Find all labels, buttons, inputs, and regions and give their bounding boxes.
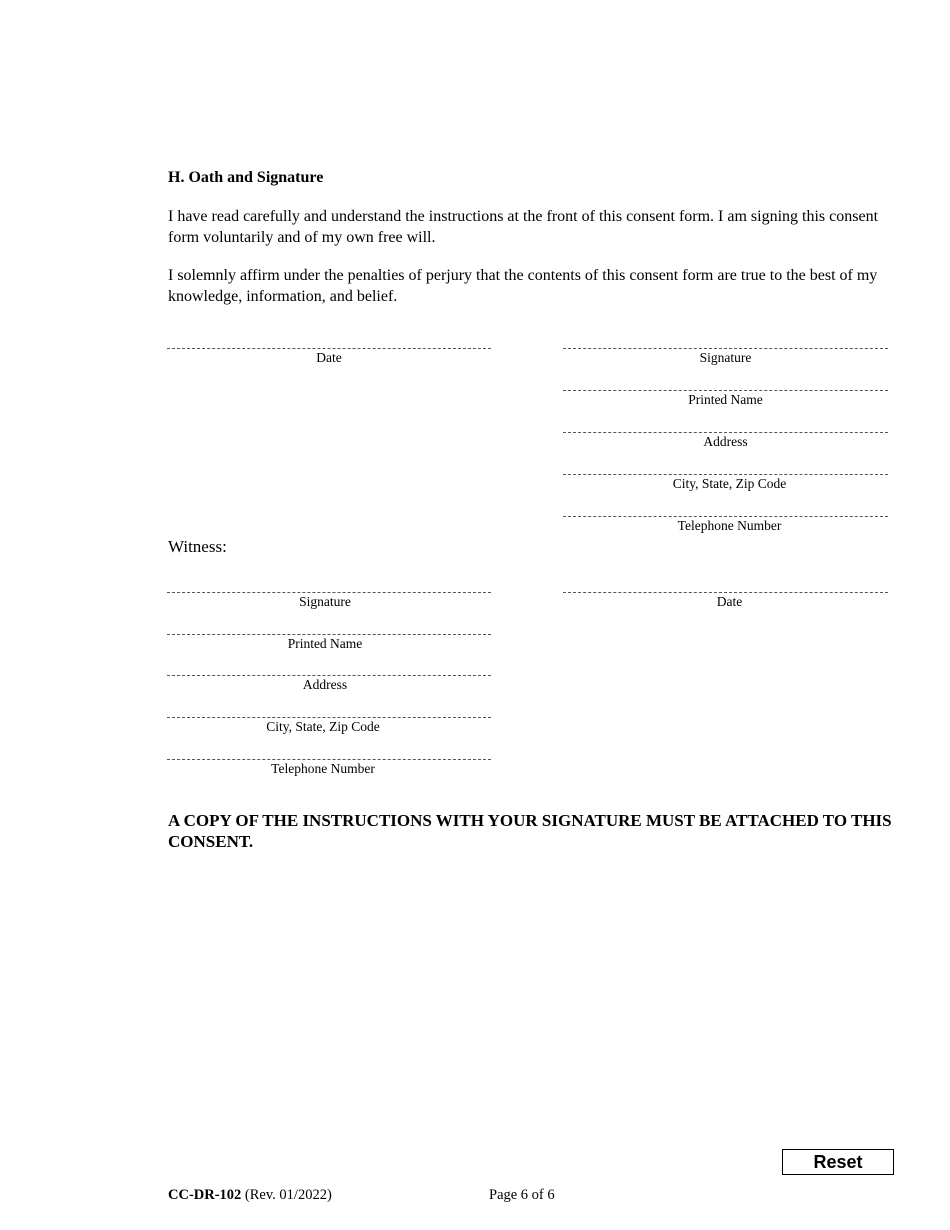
witness-date-input[interactable] bbox=[563, 572, 888, 590]
witness-signature-label: Signature bbox=[299, 594, 351, 609]
section-title: H. Oath and Signature bbox=[168, 169, 324, 186]
form-code: CC-DR-102 bbox=[168, 1187, 242, 1203]
witness-address-field[interactable] bbox=[167, 675, 491, 699]
witness-signature-input[interactable] bbox=[167, 572, 491, 590]
understanding-statement: I have read carefully and understand the instructions at the front of this consent form. I am signing this consent form voluntarily and of my own free will. bbox=[168, 208, 879, 246]
witness-address-input[interactable] bbox=[167, 655, 491, 673]
signer-printed-name-label: Printed Name bbox=[688, 392, 763, 407]
signer-signature-input[interactable] bbox=[563, 328, 888, 346]
signer-city-state-zip-label: City, State, Zip Code bbox=[672, 476, 787, 491]
witness-telephone-label: Telephone Number bbox=[271, 761, 375, 776]
witness-date-label: Date bbox=[716, 594, 743, 609]
signer-address-line bbox=[563, 432, 888, 433]
signer-city-state-zip-field[interactable] bbox=[563, 474, 888, 498]
witness-heading: Witness: bbox=[168, 537, 227, 556]
attachment-notice: A COPY OF THE INSTRUCTIONS WITH YOUR SIGNATURE MUST BE ATTACHED TO THIS CONSENT. bbox=[168, 811, 892, 851]
signer-signature-label: Signature bbox=[699, 350, 752, 365]
witness-city-state-zip-field[interactable] bbox=[167, 717, 491, 741]
signer-printed-name-field[interactable] bbox=[563, 390, 888, 414]
witness-address-line bbox=[167, 675, 491, 676]
form-number bbox=[168, 1186, 332, 1204]
signer-city-state-zip-line bbox=[563, 474, 888, 475]
witness-telephone-input[interactable] bbox=[167, 739, 491, 757]
signer-telephone-field[interactable] bbox=[563, 516, 888, 540]
signer-signature-field[interactable] bbox=[563, 348, 888, 372]
witness-date-line bbox=[563, 592, 888, 593]
witness-city-state-zip-line bbox=[167, 717, 491, 718]
signer-printed-name-input[interactable] bbox=[563, 370, 888, 388]
signer-date-field[interactable] bbox=[167, 348, 491, 372]
witness-signature-line bbox=[167, 592, 491, 593]
signer-address-label: Address bbox=[703, 434, 748, 449]
signer-telephone-input[interactable] bbox=[563, 496, 888, 514]
page-number: Page 6 of 6 bbox=[489, 1187, 555, 1203]
signer-printed-name-line bbox=[563, 390, 888, 391]
signer-signature-line bbox=[563, 348, 888, 349]
signer-address-input[interactable] bbox=[563, 412, 888, 430]
witness-printed-name-label: Printed Name bbox=[287, 636, 363, 651]
witness-printed-name-line bbox=[167, 634, 491, 635]
signer-city-state-zip-input[interactable] bbox=[563, 454, 888, 472]
signer-date-input[interactable] bbox=[167, 328, 491, 346]
witness-telephone-field[interactable] bbox=[167, 759, 491, 783]
witness-date-field[interactable] bbox=[563, 592, 888, 616]
form-revision: (Rev. 01/2022) bbox=[244, 1187, 332, 1203]
signer-date-line bbox=[167, 348, 491, 349]
witness-signature-field[interactable] bbox=[167, 592, 491, 616]
signer-address-field[interactable] bbox=[563, 432, 888, 456]
witness-address-label: Address bbox=[302, 677, 348, 692]
signer-telephone-label: Telephone Number bbox=[677, 518, 782, 533]
witness-city-state-zip-input[interactable] bbox=[167, 697, 491, 715]
witness-telephone-line bbox=[167, 759, 491, 760]
reset-button[interactable]: Reset bbox=[782, 1149, 894, 1175]
perjury-affirmation: I solemnly affirm under the penalties of perjury that the contents of this consent form are true to the best of my knowledge, information, and belief. bbox=[168, 267, 878, 305]
signer-date-label: Date bbox=[316, 350, 342, 365]
witness-printed-name-input[interactable] bbox=[167, 614, 491, 632]
witness-city-state-zip-label: City, State, Zip Code bbox=[266, 719, 380, 734]
signer-telephone-line bbox=[563, 516, 888, 517]
